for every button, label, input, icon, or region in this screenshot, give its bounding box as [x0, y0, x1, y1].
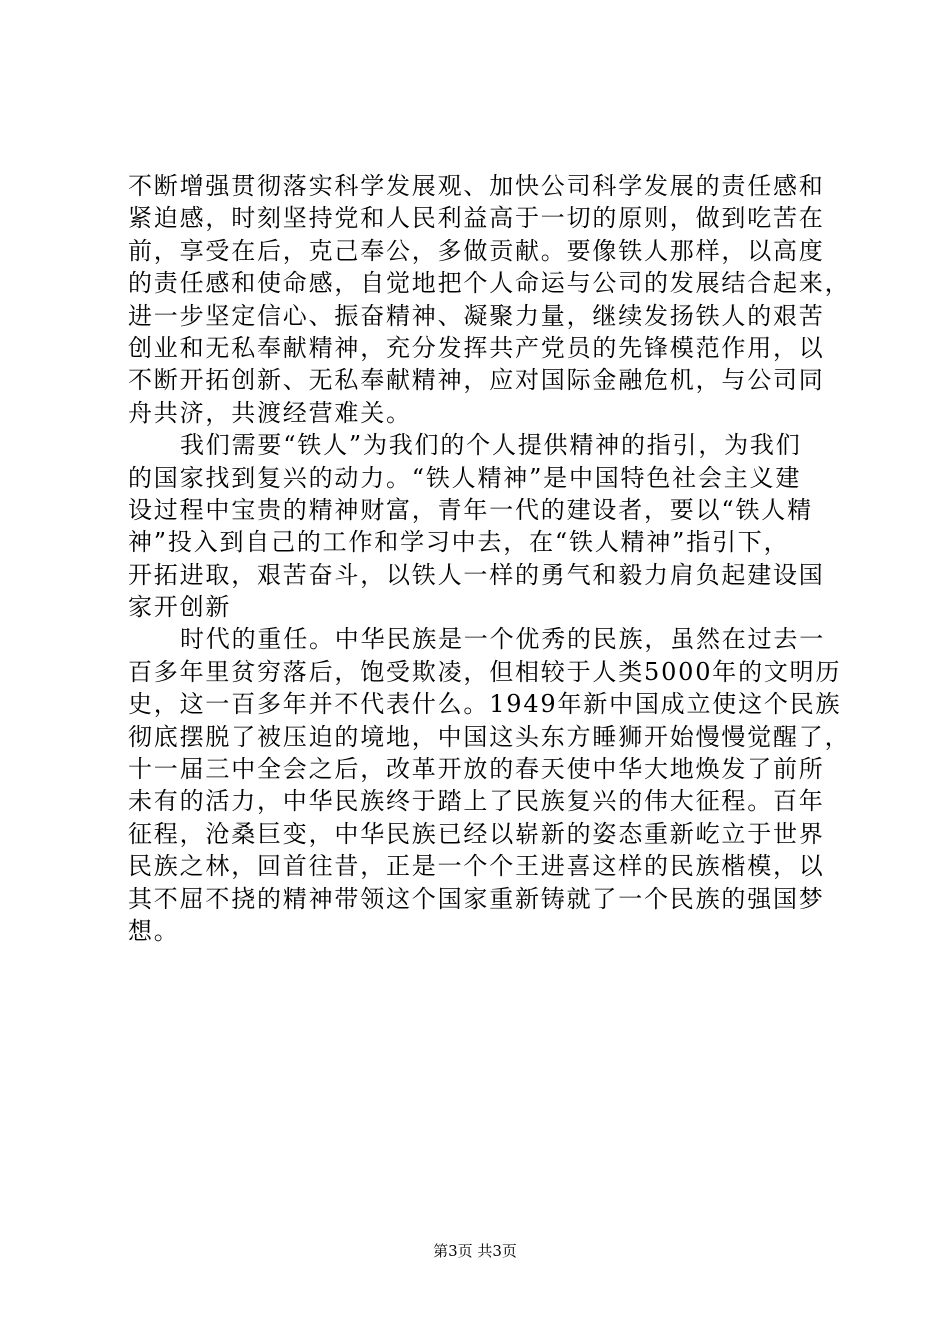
- text-line: 家开创新: [128, 593, 232, 622]
- page-number-footer: 第3页 共3页: [433, 1242, 517, 1260]
- text-line: 征程，沧桑巨变，中华民族已经以崭新的姿态重新屹立于世界: [128, 819, 825, 848]
- text-line: 其不屈不挠的精神带领这个国家重新铸就了一个民族的强国梦: [128, 884, 825, 913]
- text-line: 彻底摆脱了被压迫的境地，中国这头东方睡狮开始慢慢觉醒了，: [128, 722, 851, 751]
- text-line: 紧迫感，时刻坚持党和人民利益高于一切的原则，做到吃苦在: [128, 204, 825, 233]
- text-line: 开拓进取，艰苦奋斗，以铁人一样的勇气和毅力肩负起建设国: [128, 560, 825, 589]
- text-line: 史，这一百多年并不代表什么。1949年新中国成立使这个民族: [128, 690, 842, 719]
- text-line: 进一步坚定信心、振奋精神、凝聚力量，继续发扬铁人的艰苦: [128, 301, 825, 330]
- text-line: 时代的重任。中华民族是一个优秀的民族，虽然在过去一: [180, 625, 825, 654]
- text-line: 创业和无私奉献精神，充分发挥共产党员的先锋模范作用，以: [128, 333, 825, 362]
- paragraph-1: [128, 170, 851, 429]
- paragraph-3: [128, 623, 851, 947]
- text-line: 设过程中宝贵的精神财富，青年一代的建设者，要以“铁人精: [128, 495, 813, 524]
- text-line: 的国家找到复兴的动力。“铁人精神”是中国特色社会主义建: [128, 463, 802, 492]
- text-line: 不断增强贯彻落实科学发展观、加快公司科学发展的责任感和: [128, 172, 825, 200]
- text-line: 想。: [128, 916, 180, 945]
- text-line: 民族之林，回首往昔，正是一个个王进喜这样的民族楷模，以: [128, 852, 825, 881]
- text-line: 的责任感和使命感，自觉地把个人命运与公司的发展结合起来，: [128, 269, 851, 298]
- text-line: 神”投入到自己的工作和学习中去，在“铁人精神”指引下，: [128, 528, 790, 557]
- text-line: 十一届三中全会之后，改革开放的春天使中华大地焕发了前所: [128, 755, 825, 784]
- text-line: 百多年里贫穷落后，饱受欺凌，但相较于人类5000年的文明历: [128, 657, 842, 686]
- text-line: 舟共济，共渡经营难关。: [128, 398, 412, 427]
- document-body: [128, 170, 851, 947]
- text-line: 前，享受在后，克己奉公，多做贡献。要像铁人那样，以高度: [128, 236, 825, 265]
- text-line: 未有的活力，中华民族终于踏上了民族复兴的伟大征程。百年: [128, 787, 825, 816]
- text-line: 不断开拓创新、无私奉献精神，应对国际金融危机，与公司同: [128, 366, 825, 395]
- paragraph-2: [128, 429, 828, 623]
- text-line: 我们需要“铁人”为我们的个人提供精神的指引，为我们: [180, 431, 802, 460]
